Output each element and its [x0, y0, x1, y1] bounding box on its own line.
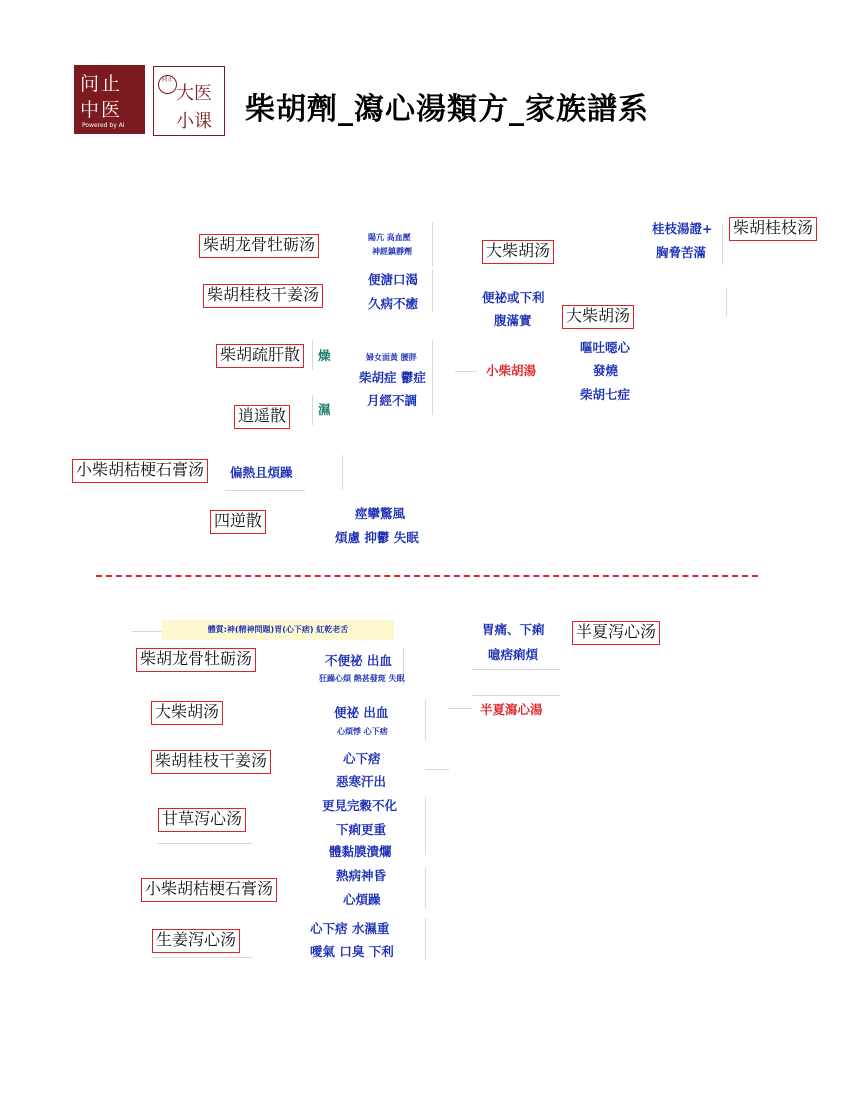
- formula-chaihu-guizhi-ganjiang-2: 柴胡桂枝干姜汤: [151, 750, 271, 774]
- formula-chaihu-longgu-muli: 柴胡龙骨牡砺汤: [199, 234, 319, 258]
- divider: [425, 918, 426, 960]
- divider: [312, 340, 313, 370]
- symptom-fa-shao: 發燒: [593, 363, 619, 378]
- symptom-guizhi-zheng: 桂枝湯證+: [652, 221, 713, 236]
- formula-chaihu-shugan-san: 柴胡疏肝散: [216, 344, 304, 368]
- connector: [472, 695, 560, 696]
- symptom-bu-bian: 不便祕 出血: [325, 653, 392, 668]
- symptom-jiu-bing: 久病不癒: [368, 296, 419, 311]
- formula-da-chaihu-tang-2: 大柴胡汤: [562, 305, 634, 329]
- divider: [425, 797, 426, 855]
- symptom-fan-lv: 煩慮 抑鬱 失眠: [335, 530, 419, 545]
- symptom-wei-tong: 胃痛、下痢: [482, 622, 545, 637]
- formula-chaihu-longgu-muli-2: 柴胡龙骨牡砺汤: [136, 648, 256, 672]
- formula-sini-san: 四逆散: [210, 510, 266, 534]
- formula-shengjiang-xiexin-tang: 生姜泻心汤: [152, 929, 240, 953]
- symptom-yuejing: 月經不調: [367, 393, 418, 408]
- connector: [472, 669, 560, 670]
- symptom-ai-qi: 噯氣 口臭 下利: [310, 944, 394, 959]
- logo2-line1: 大医: [176, 83, 212, 104]
- symptom-qi-zheng: 柴胡七症: [580, 387, 631, 402]
- symptom-fu-nv: 婦女面黃 腰胖: [366, 353, 417, 362]
- divider: [312, 395, 313, 425]
- constitution-banner: 體質:神(精神問題)胃(心下痞) 紅乾老舌: [162, 620, 394, 640]
- symptom-dry: 燥: [318, 348, 331, 363]
- logo2-line2: 小课: [176, 111, 212, 132]
- formula-da-chaihu-tang-3: 大柴胡汤: [151, 701, 223, 725]
- symptom-xin-pi: 心下痞: [343, 751, 381, 766]
- connector: [157, 843, 252, 844]
- connector: [425, 769, 449, 770]
- symptom-shenjing: 神經鎮靜劑: [372, 247, 412, 256]
- section-separator: [96, 575, 758, 577]
- symptom-jing-luan: 痙攣驚風: [355, 506, 406, 521]
- divider: [342, 455, 343, 490]
- connector: [152, 957, 252, 958]
- symptom-chaihu-zheng: 柴胡症 鬱症: [359, 370, 426, 385]
- symptom-re-bing: 熱病神昏: [336, 868, 387, 883]
- connector: [225, 490, 305, 491]
- logo-subtitle: Powered by AI: [82, 122, 125, 129]
- formula-xiaoyao-san: 逍遥散: [234, 405, 290, 429]
- symptom-xia-li: 下痢更重: [336, 822, 387, 837]
- divider: [425, 868, 426, 908]
- formula-banxia-xiexin-tang: 半夏泻心汤: [572, 621, 660, 645]
- divider: [432, 270, 433, 312]
- formula-xiao-chaihu-tang: 小柴胡湯: [486, 363, 537, 378]
- symptom-shui-qi: 心下痞 水濕重: [310, 921, 390, 936]
- connector: [448, 708, 472, 709]
- symptom-bian-tang: 便溏口渴: [368, 272, 419, 287]
- symptom-nian-mo: 體黏膜潰爛: [329, 844, 392, 859]
- symptom-xin-fan: 心煩躁: [343, 892, 381, 907]
- divider: [432, 340, 433, 415]
- symptom-xiong-xie: 胸脅苦滿: [656, 245, 707, 260]
- symptom-wan-gu: 更見完穀不化: [322, 798, 398, 813]
- formula-xiao-chaihu-jiegeng-shigao-2: 小柴胡桔梗石膏汤: [141, 878, 277, 902]
- page-title: 柴胡劑_瀉心湯類方_家族譜系: [245, 92, 649, 127]
- symptom-xin-ji: 心煩悸 心下痞: [337, 727, 388, 736]
- connector: [455, 371, 477, 372]
- logo-line2: 中医: [80, 99, 123, 121]
- logo-seal: 问止: [158, 75, 177, 94]
- symptom-ai-pi: 噫痞痢煩: [488, 647, 539, 662]
- symptom-damp: 濕: [318, 402, 331, 417]
- logo-daiyi-xiaoke: [153, 66, 225, 136]
- logo-line1: 问止: [80, 73, 123, 95]
- divider: [722, 225, 723, 265]
- formula-xiao-chaihu-jiegeng-shigao: 小柴胡桔梗石膏汤: [72, 459, 208, 483]
- symptom-yang-kang: 陽亢 高血壓: [368, 233, 411, 242]
- symptom-ou-tu: 嘔吐噁心: [580, 340, 631, 355]
- logo-wenzhi: [74, 65, 145, 134]
- divider: [432, 222, 433, 267]
- formula-da-chaihu-tang: 大柴胡汤: [482, 240, 554, 264]
- connector: [132, 631, 162, 632]
- symptom-kuang-zao: 狂躁心煩 熱甚發斑 失眠: [319, 674, 405, 683]
- divider: [425, 700, 426, 740]
- formula-chaihu-guizhi-ganjiang: 柴胡桂枝干姜汤: [203, 284, 323, 308]
- symptom-bian-mi: 便祕或下利: [482, 290, 545, 305]
- symptom-pian-re: 偏熱且煩躁: [230, 465, 293, 480]
- formula-banxia-xiexin-tang-label: 半夏瀉心湯: [480, 702, 543, 717]
- divider: [726, 288, 727, 316]
- formula-chaihu-guizhi-tang: 柴胡桂枝汤: [729, 217, 817, 241]
- symptom-bian-chu: 便祕 出血: [334, 705, 389, 720]
- formula-gancao-xiexin-tang: 甘草泻心汤: [158, 808, 246, 832]
- symptom-fu-man: 腹滿實: [494, 313, 532, 328]
- symptom-e-han: 惡寒汗出: [336, 774, 387, 789]
